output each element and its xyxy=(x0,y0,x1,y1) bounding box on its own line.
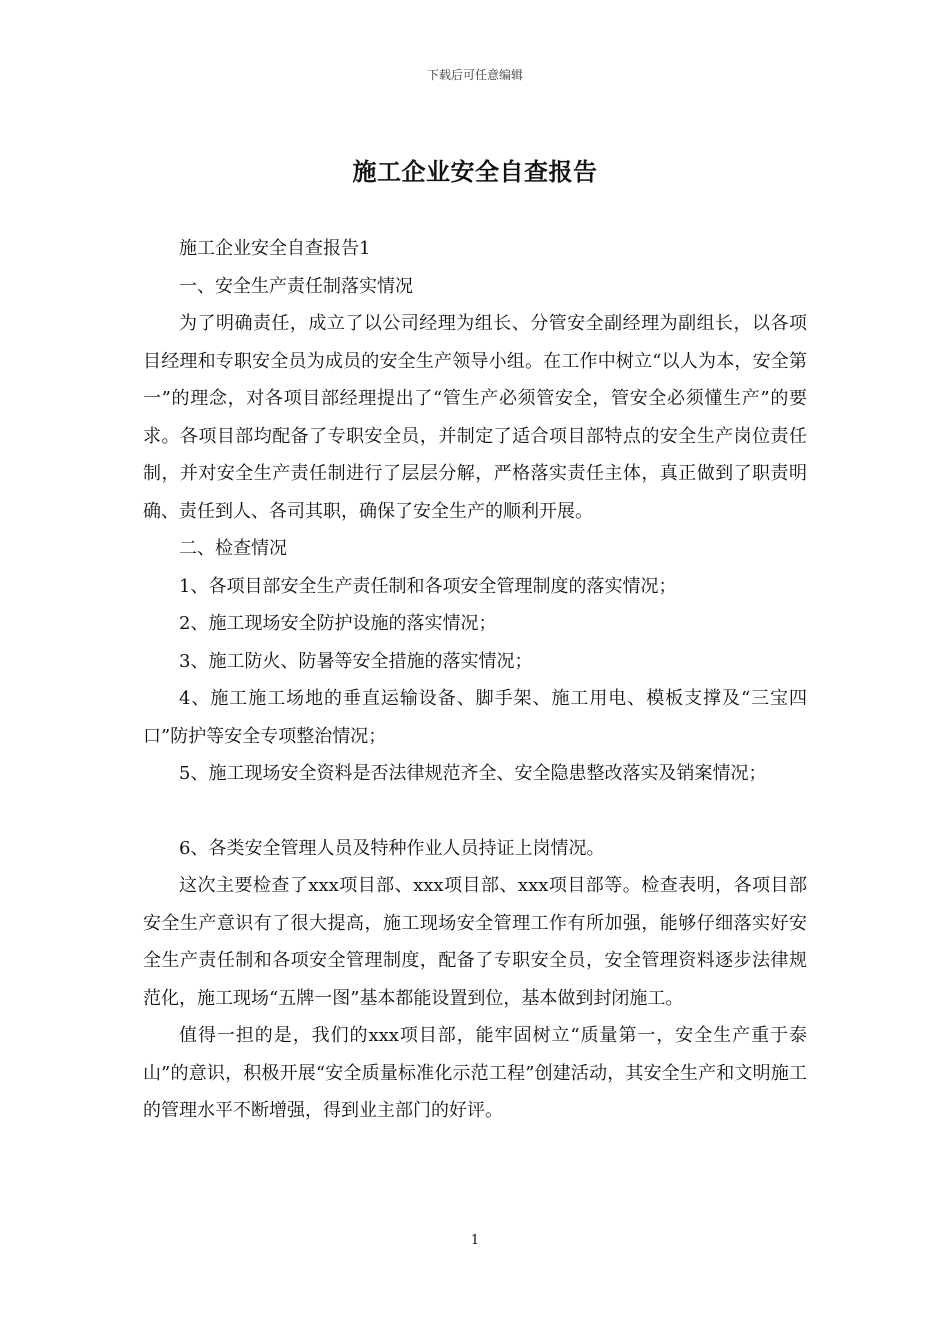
inspection-item-1: 1、各项目部安全生产责任制和各项安全管理制度的落实情况； xyxy=(179,575,677,597)
inspection-item-3: 3、施工防火、防暑等安全措施的落实情况； xyxy=(179,650,533,672)
document-title: 施工企业安全自查报告 xyxy=(352,157,598,186)
inspection-item-6: 6、各类安全管理人员及特种作业人员持证上岗情况。 xyxy=(179,837,605,859)
inspection-item-2: 2、施工现场安全防护设施的落实情况； xyxy=(179,613,497,634)
page-number: 1 xyxy=(470,1233,480,1248)
section-heading-responsibility: 一、安全生产责任制落实情况 xyxy=(179,275,413,297)
report-subtitle: 施工企业安全自查报告1 xyxy=(179,238,371,259)
document-body xyxy=(143,230,807,1130)
inspection-item-4: 4、施工施工场地的垂直运输设备、脚手架、施工用电、模板支撑及“三宝四口”防护等安全专项整治情况； xyxy=(143,688,807,747)
inspection-item-5: 5、施工现场安全资料是否法律规范齐全、安全隐患整改落实及销案情况； xyxy=(179,763,767,784)
paragraph-inspection-results: 这次主要检查了xxx项目部、xxx项目部、xxx项目部等。检查表明，各项目部安全生产意识有了很大提高，施工现场安全管理工作有所加强，能够仔细落实好安全生产责任制和各项安全管理制度，配备了专职安全员，安全管理资料逐步法律规范化，施工现场“五牌一图”基本都能设置到位，基本做到封闭施工。 xyxy=(143,875,807,1009)
paragraph-highlight: 值得一担的是，我们的xxx项目部，能牢固树立“质量第一，安全生产重于泰山”的意识，积极开展“安全质量标准化示范工程”创建活动，其安全生产和文明施工的管理水平不断增强，得到业主部门的好评。 xyxy=(143,1025,807,1121)
section-heading-inspection: 二、检查情况 xyxy=(179,538,287,559)
paragraph-responsibility: 为了明确责任，成立了以公司经理为组长、分管安全副经理为副组长，以各项目经理和专职安全员为成员的安全生产领导小组。在工作中树立“以人为本，安全第一”的理念，对各项目部经理提出了“管生产必须管安全，管安全必须懂生产”的要求。各项目部均配备了专职安全员，并制定了适合项目部特点的安全生产岗位责任制，并对安全生产责任制进行了层层分解，严格落实责任主体，真正做到了职责明确、责任到人、各司其职，确保了安全生产的顺利开展。 xyxy=(143,313,807,522)
page-header-note: 下载后可任意编辑 xyxy=(426,68,523,82)
